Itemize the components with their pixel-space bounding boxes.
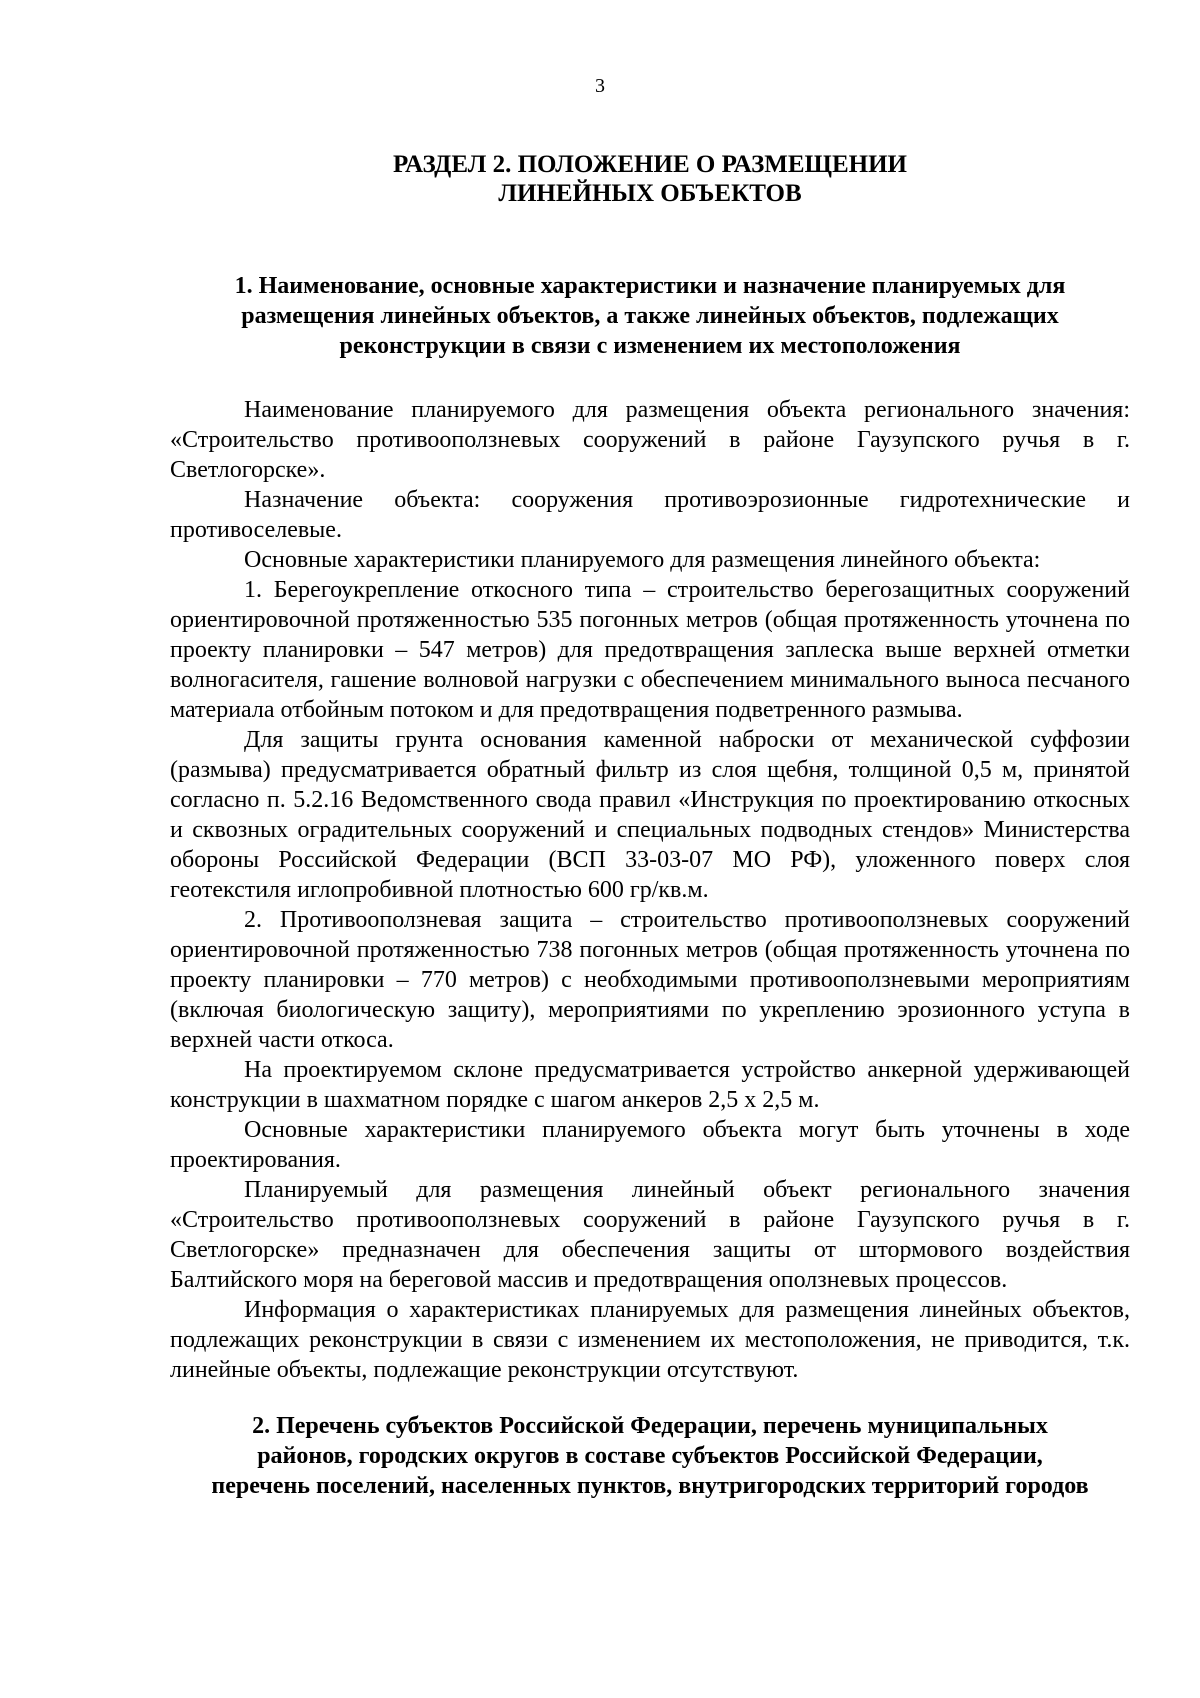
paragraph: Основные характеристики планируемого объекта могут быть уточнены в ходе проектирования. [170, 1117, 1130, 1173]
section-title-line: РАЗДЕЛ 2. ПОЛОЖЕНИЕ О РАЗМЕЩЕНИИ [392, 151, 908, 178]
subsection-title-line: 2. Перечень субъектов Российской Федерации, перечень муниципальных [252, 1413, 1048, 1439]
list-item-paragraph: 2. Противооползневая защита – строительство противооползневых сооружений ориентировочной протяженностью 738 погонных метров (общая протяженность уточнена по проекту планировки – 770 метров) с необходимыми противооползневыми мероприятиям (включая биологическую защиту), мероприятиями по укреплению эрозионного уступа в верхней части откоса. [170, 907, 1130, 1053]
paragraph: Наименование планируемого для размещения объекта регионального значения: «Строительство противооползневых сооружений в районе Гаузупского ручья в г. Светлогорске». [170, 397, 1130, 483]
list-item-paragraph: 1. Берегоукрепление откосного типа – строительство берегозащитных сооружений ориентировочной протяженностью 535 погонных метров (общая протяженность уточнена по проекту планировки – 547 метров) для предотвращения заплеска выше верхней отметки волногасителя, гашение волновой нагрузки с обеспечением минимального выноса песчаного материала отбойным потоком и для предотвращения подветренного размыва. [170, 577, 1130, 723]
paragraph: Основные характеристики планируемого для размещения линейного объекта: [244, 547, 1041, 573]
paragraph: Назначение объекта: сооружения противоэрозионные гидротехнические и противоселевые. [170, 487, 1130, 543]
subsection-title-2 [170, 1411, 1130, 1501]
section-title [170, 150, 1130, 208]
paragraph: Информация о характеристиках планируемых для размещения линейных объектов, подлежащих реконструкции в связи с изменением их местоположения, не приводится, т.к. линейные объекты, подлежащие реконструкции отсутствуют. [170, 1297, 1130, 1383]
subsection-title-line: размещения линейных объектов, а также линейных объектов, подлежащих [241, 303, 1059, 329]
paragraph: На проектируемом склоне предусматривается устройство анкерной удерживающей конструкции в шахматном порядке с шагом анкеров 2,5 х 2,5 м. [170, 1057, 1130, 1113]
paragraph: Для защиты грунта основания каменной наброски от механической суффозии (размыва) предусматривается обратный фильтр из слоя щебня, толщиной 0,5 м, принятой согласно п. 5.2.16 Ведомственного свода правил «Инструкция по проектированию откосных и сквозных оградительных сооружений и специальных подводных стендов» Министерства обороны Российской Федерации (ВСП 33-03-07 МО РФ), уложенного поверх слоя геотекстиля иглопробивной плотностью 600 гр/кв.м. [170, 727, 1130, 903]
page-number: 3 [595, 75, 605, 97]
subsection-title-line: реконструкции в связи с изменением их местоположения [339, 333, 961, 359]
subsection-title-line: районов, городских округов в составе субъектов Российской Федерации, [257, 1443, 1043, 1469]
paragraph: Планируемый для размещения линейный объект регионального значения «Строительство противооползневых сооружений в районе Гаузупского ручья в г. Светлогорске» предназначен для обеспечения защиты от штормового воздействия Балтийского моря на береговой массив и предотвращения оползневых процессов. [170, 1177, 1130, 1293]
subsection-title-line: перечень поселений, населенных пунктов, внутригородских территорий городов [211, 1473, 1089, 1499]
document-body [170, 150, 1130, 1535]
subsection-title-line: 1. Наименование, основные характеристики и назначение планируемых для [234, 273, 1066, 299]
section-title-line: ЛИНЕЙНЫХ ОБЪЕКТОВ [498, 180, 802, 207]
subsection-title-1 [170, 271, 1130, 361]
